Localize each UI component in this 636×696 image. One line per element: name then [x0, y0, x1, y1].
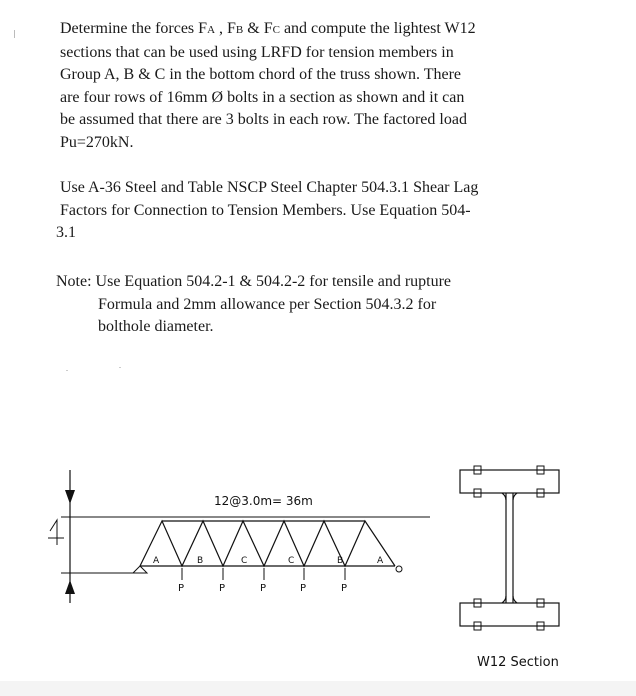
problem-line-1: Determine the forces FA , FB & FC and compute the lightest W12: [60, 20, 476, 37]
member-label: A: [153, 556, 160, 566]
truss-members: [140, 521, 395, 566]
roller-support-right: [396, 566, 402, 572]
load-label: P: [219, 583, 226, 594]
problem-line-4: are four rows of 16mm Ø bolts in a section as shown and it can: [60, 88, 465, 106]
member-label: B: [337, 556, 344, 566]
span-label: 12@3.0m= 36m: [214, 494, 313, 508]
member-label: C: [288, 556, 295, 566]
material-line-2: Factors for Connection to Tension Members. Use Equation 504-: [60, 201, 471, 219]
dimension-tick-mark: [48, 520, 64, 545]
note-line-3: bolthole diameter.: [98, 318, 214, 336]
member-label: A: [377, 556, 384, 566]
load-label: P: [178, 583, 185, 594]
note-line-2: Formula and 2mm allowance per Section 504.3.2 for: [98, 295, 437, 313]
load-labels: [178, 583, 347, 594]
page-bottom-edge: [0, 681, 636, 696]
problem-line-6: Pu=270kN.: [60, 133, 134, 151]
material-line-3: 3.1: [56, 224, 76, 242]
problem-line-3: Group A, B & C in the bottom chord of the truss shown. There: [60, 66, 461, 84]
arrow-down-icon: [65, 490, 75, 504]
load-label: P: [260, 583, 267, 594]
point-loads: [182, 568, 345, 580]
material-line-1: Use A-36 Steel and Table NSCP Steel Chapter 504.3.1 Shear Lag: [60, 179, 479, 196]
load-label: P: [341, 583, 348, 594]
arrow-up-icon: [65, 580, 75, 594]
load-label: P: [300, 583, 307, 594]
section-caption: W12 Section: [477, 655, 559, 670]
pin-support-left: [133, 566, 147, 573]
bolt-marks: [474, 466, 544, 630]
member-label: B: [197, 556, 204, 566]
problem-line-5: be assumed that there are 3 bolts in each row. The factored load: [60, 111, 467, 129]
problem-line-2: sections that can be used using LRFD for tension members in: [60, 43, 454, 61]
member-label: C: [241, 556, 248, 566]
note-line-1: Note: Use Equation 504.2-1 & 504.2-2 for tensile and rupture: [56, 273, 452, 290]
